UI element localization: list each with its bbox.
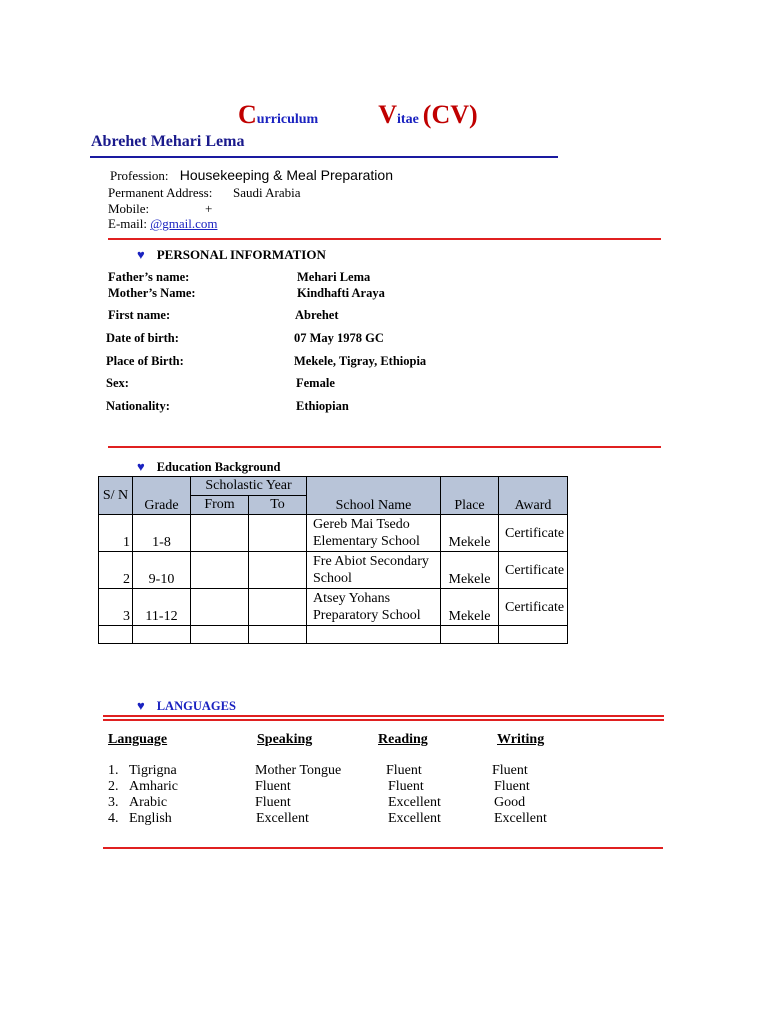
to-cell (249, 552, 307, 589)
reading-value: Fluent (388, 779, 424, 794)
place-header: Place (441, 477, 499, 515)
reading-value: Excellent (388, 811, 441, 826)
section-divider (103, 715, 664, 717)
writing-header: Writing (497, 732, 545, 747)
first-name-label: First name: (108, 308, 171, 322)
nationality-label: Nationality: (106, 399, 170, 413)
grade-cell: 9-10 (133, 552, 191, 589)
education-heading: ♥ Education Background (137, 459, 281, 474)
email-row: E-mail: @gmail.com (108, 216, 218, 231)
award-cell: Certificate (499, 515, 568, 552)
table-row (99, 626, 568, 644)
fathers-name-value: Mehari Lema (297, 270, 371, 284)
pob-value: Mekele, Tigray, Ethiopia (294, 354, 427, 368)
speaking-header: Speaking (257, 732, 313, 747)
profession-value: Housekeeping & Meal Preparation (179, 167, 393, 183)
pob-label: Place of Birth: (106, 354, 184, 368)
heart-bullet-icon: ♥ (137, 698, 145, 713)
heart-bullet-icon: ♥ (137, 459, 145, 474)
school-name-header: School Name (307, 477, 441, 515)
reading-value: Excellent (388, 795, 441, 810)
profession-row: Profession: Housekeeping & Meal Preparation (110, 167, 393, 183)
place-cell: Mekele (441, 589, 499, 626)
mothers-name-label: Mother’s Name: (108, 286, 196, 300)
mothers-name-value: Kindhafti Araya (297, 286, 385, 300)
section-divider (103, 847, 663, 849)
from-header: From (191, 496, 249, 515)
education-table (98, 476, 568, 644)
sex-label: Sex: (106, 376, 129, 390)
school-cell: Fre Abiot Secondary School (307, 552, 441, 589)
from-cell (191, 515, 249, 552)
place-cell: Mekele (441, 552, 499, 589)
school-cell: Gereb Mai Tsedo Elementary School (307, 515, 441, 552)
email-link[interactable]: @gmail.com (150, 216, 218, 231)
title-divider (90, 156, 558, 158)
mobile-value: + (205, 201, 213, 216)
writing-value: Good (494, 795, 526, 810)
reading-header: Reading (378, 732, 428, 747)
mobile-label: Mobile: (108, 201, 150, 216)
writing-value: Fluent (494, 779, 530, 794)
to-cell (249, 515, 307, 552)
sn-cell: 2 (99, 552, 133, 589)
award-header: Award (499, 477, 568, 515)
language-header: Language (108, 732, 168, 747)
sn-header: S/ N (99, 477, 133, 515)
address-label: Permanent Address: (108, 185, 213, 200)
sex-value: Female (296, 376, 335, 390)
heart-bullet-icon: ♥ (137, 247, 145, 262)
from-cell (191, 589, 249, 626)
speaking-value: Fluent (255, 779, 291, 794)
table-row (99, 515, 568, 552)
table-row (99, 589, 568, 626)
award-cell: Certificate (499, 552, 568, 589)
from-cell (191, 552, 249, 589)
person-name: Abrehet Mehari Lema (91, 133, 245, 150)
to-cell (249, 589, 307, 626)
reading-value: Fluent (386, 763, 422, 778)
table-row (99, 552, 568, 589)
award-cell: Certificate (499, 589, 568, 626)
section-divider (108, 238, 661, 240)
speaking-value: Excellent (256, 811, 309, 826)
grade-cell: 11-12 (133, 589, 191, 626)
grade-cell: 1-8 (133, 515, 191, 552)
list-item: 1. Tigrigna (108, 763, 177, 778)
list-item: 3. Arabic (108, 795, 168, 810)
to-header: To (249, 496, 307, 515)
place-cell: Mekele (441, 515, 499, 552)
dob-value: 07 May 1978 GC (294, 331, 384, 345)
address-value: Saudi Arabia (233, 185, 301, 200)
grade-header: Grade (133, 477, 191, 515)
sn-cell: 3 (99, 589, 133, 626)
section-divider (108, 446, 661, 448)
sn-cell: 1 (99, 515, 133, 552)
writing-value: Excellent (494, 811, 547, 826)
speaking-value: Mother Tongue (255, 763, 342, 778)
first-name-value: Abrehet (295, 308, 339, 322)
list-item: 4. English (108, 811, 172, 826)
page-title: Curriculum Vitae (CV) (238, 100, 478, 129)
personal-info-heading: ♥ PERSONAL INFORMATION (137, 247, 326, 262)
nationality-value: Ethiopian (296, 399, 349, 413)
speaking-value: Fluent (255, 795, 291, 810)
scholastic-year-header: Scholastic Year (191, 477, 307, 496)
languages-heading: ♥ LANGUAGES (137, 698, 236, 713)
fathers-name-label: Father’s name: (108, 270, 190, 284)
list-item: 2. Amharic (108, 779, 178, 794)
writing-value: Fluent (492, 763, 528, 778)
section-divider (103, 719, 664, 721)
school-cell: Atsey Yohans Preparatory School (307, 589, 441, 626)
dob-label: Date of birth: (106, 331, 179, 345)
